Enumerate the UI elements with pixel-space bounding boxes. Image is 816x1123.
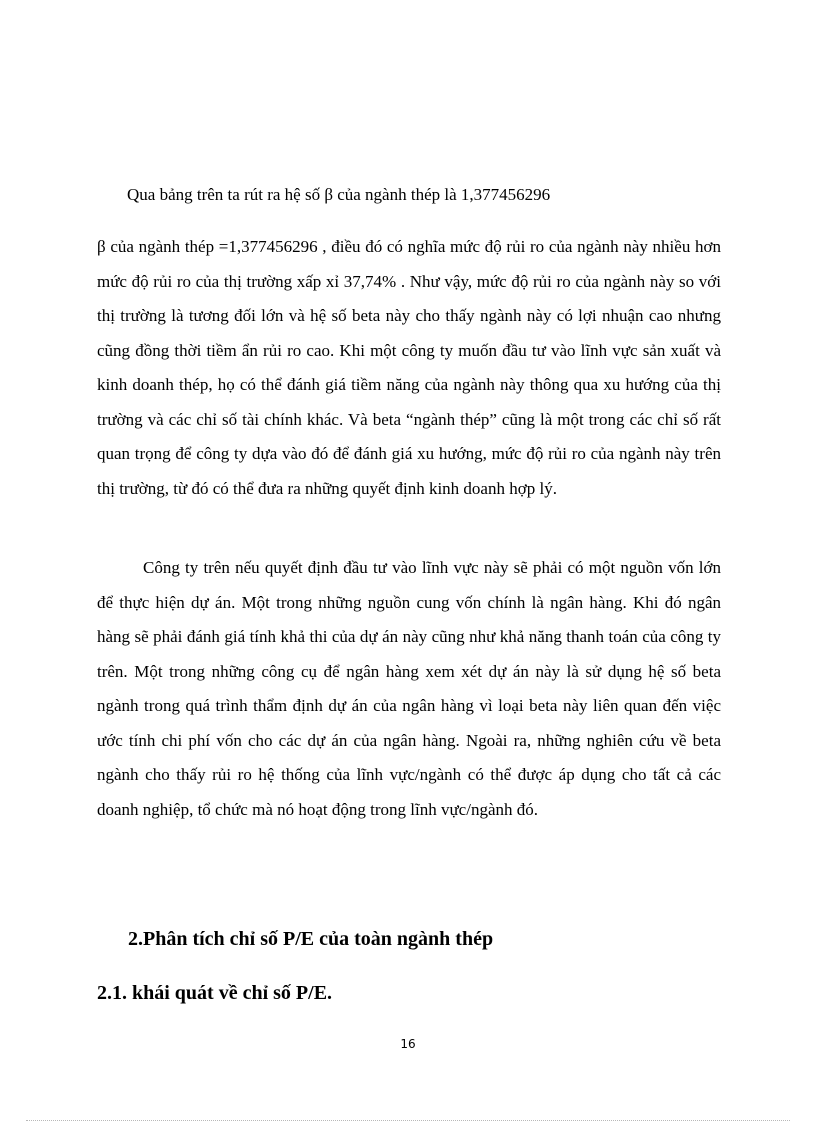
paragraph-bank-appraisal: Công ty trên nếu quyết định đầu tư vào lĩnh vực này sẽ phải có một nguồn vốn lớn để thực hiện dự án. Một trong những nguồn cung vốn chính là ngân hàng. Khi đó ngân hàng sẽ phải đánh giá tính khả thi của dự án này cũng như khả năng thanh toán của công ty trên. Một trong những công cụ để ngân hàng xem xét dự án này là sử dụng hệ số beta ngành trong quá trình thẩm định dự án của ngân hàng vì loại beta này liên quan đến việc ước tính chi phí vốn cho các dự án của ngân hàng. Ngoài ra, những nghiên cứu về beta ngành cho thấy rủi ro hệ thống của lĩnh vực/ngành có thể được áp dụng cho tất cả các doanh nghiệp, tổ chức mà nó hoạt động trong lĩnh vực/ngành đó. bbox=[97, 558, 721, 819]
subsection-heading-pe-overview: 2.1. khái quát về chỉ số P/E. bbox=[97, 982, 333, 1004]
footer-divider bbox=[26, 1120, 790, 1121]
intro-line: Qua bảng trên ta rút ra hệ số β của ngành thép là 1,377456296 bbox=[127, 185, 551, 204]
paragraph-beta-interpretation: β của ngành thép =1,377456296 , điều đó có nghĩa mức độ rủi ro của ngành này nhiều hơn mức độ rủi ro của thị trường xấp xỉ 37,74% . Như vậy, mức độ rủi ro của ngành này so với thị trường là tương đối lớn và hệ số beta này cho thấy ngành này có lợi nhuận cao nhưng cũng đồng thời tiềm ẩn rủi ro cao. Khi một công ty muốn đầu tư vào lĩnh vực sản xuất và kinh doanh thép, họ có thể đánh giá tiềm năng của ngành này thông qua xu hướng của thị trường và các chỉ số tài chính khác. Và beta “ngành thép” cũng là một trong các chỉ số rất quan trọng để công ty dựa vào đó để đánh giá xu hướng, mức độ rủi ro của ngành này trên thị trường, từ đó có thể đưa ra những quyết định kinh doanh hợp lý. bbox=[97, 237, 721, 498]
page-number: 16 bbox=[400, 1037, 416, 1051]
section-heading-pe-analysis: 2.Phân tích chỉ số P/E của toàn ngành thép bbox=[128, 928, 494, 950]
